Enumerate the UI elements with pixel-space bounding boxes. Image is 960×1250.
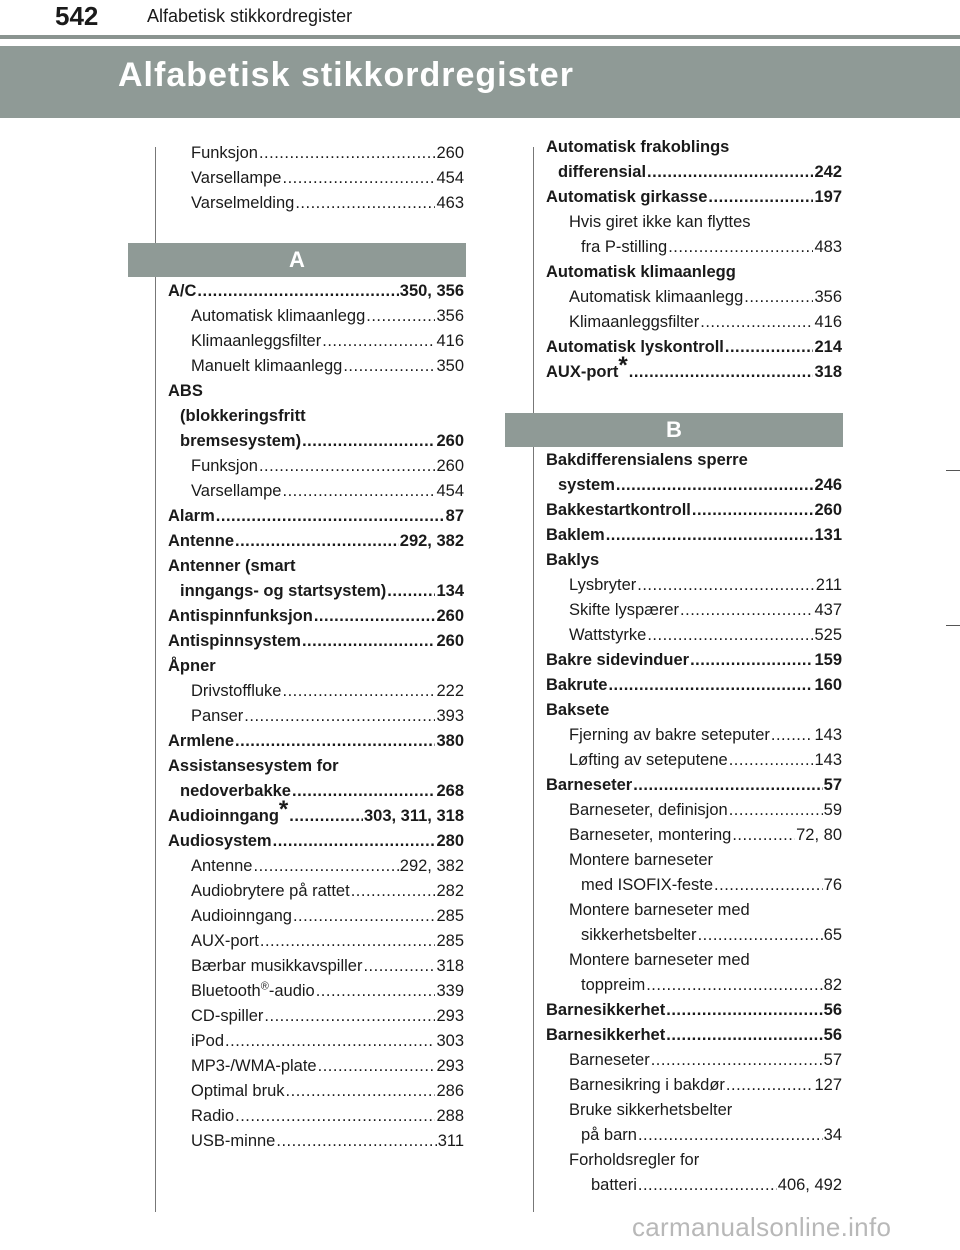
banner-title: Alfabetisk stikkordregister [118,56,574,94]
index-entry: Lysbryter ..... 211 [546,573,842,598]
index-entry: Forholdsregler for [569,1151,700,1169]
index-entry: Montere barneseter med [569,901,750,919]
index-entry: Antenne ..... 292, 382 [168,854,464,879]
index-entry: Hvis giret ikke kan flyttes [569,213,751,231]
index-entry: Baklys [546,551,600,569]
index-entry: Løfting av seteputene ..... 143 [546,748,842,773]
index-entry: toppreim ..... 82 [546,973,842,998]
index-entry: Bærbar musikkavspiller ..... 318 [168,954,464,979]
index-entry: Varselmelding ..... 463 [168,191,464,216]
index-entry: Åpner [168,657,216,675]
index-entry: fra P-stilling ..... 483 [546,235,842,260]
index-entry: Automatisk klimaanlegg ..... 356 [546,285,842,310]
index-entry: Baksete [546,701,610,719]
index-entry: Antenne ..... 292, 382 [168,529,464,554]
index-entry: Baklem ..... 131 [546,523,842,548]
index-entry: Alarm ..... 87 [168,504,464,529]
index-entry: Automatisk frakoblings [546,138,730,156]
index-entry: Barnesikring i bakdør ..... 127 [546,1073,842,1098]
index-entry: batteri ..... 406, 492 [546,1173,842,1198]
index-entry: Bluetooth®-audio ..... 339 [168,979,464,1004]
index-entry: Automatisk lyskontroll ..... 214 [546,335,842,360]
left-column-rule [155,147,156,1212]
index-entry: Varsellampe ..... 454 [168,479,464,504]
index-entry: AUX-port* ..... 318 [546,360,842,385]
index-entry: USB-minne ..... 311 [168,1129,464,1154]
section-header-a: A [128,243,466,277]
index-entry: Assistansesystem for [168,757,339,775]
index-entry: Barneseter, definisjon ..... 59 [546,798,842,823]
index-entry: sikkerhetsbelter ..... 65 [546,923,842,948]
left-column-top [168,141,464,216]
watermark: carmanualsonline.info [632,1212,892,1242]
index-entry: Skifte lyspærer ..... 437 [546,598,842,623]
index-entry: Barneseter ..... 57 [546,1048,842,1073]
index-entry: differensial ..... 242 [546,160,842,185]
section-header-b: B [505,413,843,447]
index-entry: Audioinngang* ..... 303, 311, 318 [168,804,464,829]
index-entry: Antenner (smart [168,557,296,575]
index-entry: Montere barneseter [569,851,713,869]
index-entry: Fjerning av bakre seteputer ..... 143 [546,723,842,748]
index-entry: Radio ..... 288 [168,1104,464,1129]
index-entry: Klimaanleggsfilter ..... 416 [168,329,464,354]
index-entry: Bakdifferensialens sperre [546,451,748,469]
index-entry: nedoverbakke ..... 268 [168,779,464,804]
index-entry: Antispinnsystem ..... 260 [168,629,464,654]
page-number: 542 [55,1,99,31]
index-entry: Automatisk klimaanlegg [546,263,736,281]
index-entry: Optimal bruk ..... 286 [168,1079,464,1104]
index-entry: Barnesikkerhet ..... 56 [546,998,842,1023]
title-banner [0,46,960,118]
running-header [0,0,960,34]
index-entry: (blokkeringsfritt [180,407,306,425]
index-entry: på barn ..... 34 [546,1123,842,1148]
index-entry: Barneseter ..... 57 [546,773,842,798]
index-entry: Varsellampe ..... 454 [168,166,464,191]
index-entry: CD-spiller ..... 293 [168,1004,464,1029]
index-entry: Bakkestartkontroll ..... 260 [546,498,842,523]
center-column-rule [533,147,534,1212]
index-entry: iPod ..... 303 [168,1029,464,1054]
index-entry: Funksjon ..... 260 [168,454,464,479]
index-entry: Antispinnfunksjon ..... 260 [168,604,464,629]
index-entry: Automatisk girkasse ..... 197 [546,185,842,210]
index-entry: Montere barneseter med [569,951,750,969]
index-entry: Klimaanleggsfilter ..... 416 [546,310,842,335]
crop-mark [946,470,960,471]
right-column-b [546,448,842,1198]
index-entry: Audioinngang ..... 285 [168,904,464,929]
index-entry: bremsesystem) ..... 260 [168,429,464,454]
running-title: Alfabetisk stikkordregister [147,6,353,26]
index-entry: Audiosystem ..... 280 [168,829,464,854]
index-entry: Wattstyrke ..... 525 [546,623,842,648]
index-entry: ABS [168,382,203,400]
index-entry: Drivstoffluke ..... 222 [168,679,464,704]
index-entry: system ..... 246 [546,473,842,498]
crop-mark [946,625,960,626]
index-entry: Audiobrytere på rattet ..... 282 [168,879,464,904]
left-column-a [168,279,464,1154]
index-entry: Funksjon ..... 260 [168,141,464,166]
index-entry: MP3-/WMA-plate ..... 293 [168,1054,464,1079]
index-entry: inngangs- og startsystem) ..... 134 [168,579,464,604]
index-entry: Barnesikkerhet ..... 56 [546,1023,842,1048]
index-entry: Automatisk klimaanlegg ..... 356 [168,304,464,329]
index-entry: Manuelt klimaanlegg ..... 350 [168,354,464,379]
index-entry: Bakre sidevinduer ..... 159 [546,648,842,673]
index-entry: AUX-port ..... 285 [168,929,464,954]
index-entry: Bakrute ..... 160 [546,673,842,698]
index-entry: Barneseter, montering ..... 72, 80 [546,823,842,848]
index-entry: Panser ..... 393 [168,704,464,729]
index-entry: med ISOFIX-feste ..... 76 [546,873,842,898]
header-rule [0,35,960,39]
index-entry: Bruke sikkerhetsbelter [569,1101,733,1119]
index-entry: A/C ..... 350, 356 [168,279,464,304]
right-column-a [546,135,842,385]
index-entry: Armlene ..... 380 [168,729,464,754]
